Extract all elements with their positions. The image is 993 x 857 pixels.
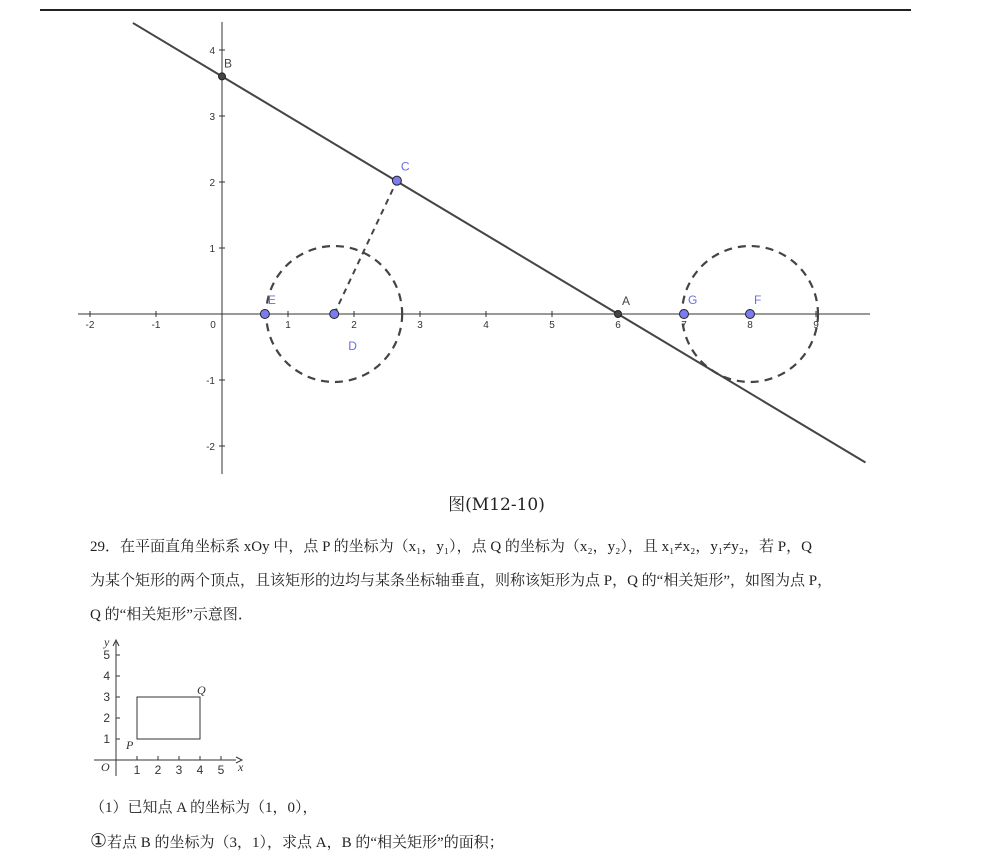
graph-shapes — [133, 23, 866, 463]
small-point-q-label: Q — [197, 683, 206, 697]
x-tick-label: -2 — [85, 320, 95, 331]
x-tick-label: 4 — [483, 320, 489, 331]
small-origin-label: O — [101, 760, 110, 774]
x-tick-label: 7 — [681, 320, 687, 331]
small-x-tick-label: 1 — [133, 763, 141, 777]
small-y-tick-label: 4 — [103, 669, 110, 683]
x-tick-label: 5 — [549, 320, 555, 331]
related-rectangle-diagram — [90, 632, 250, 780]
point-e — [260, 310, 269, 319]
y-tick-label: -2 — [206, 442, 215, 453]
small-x-tick-label: 2 — [154, 763, 162, 777]
point-label-e: E — [267, 293, 276, 307]
small-y-tick-label: 1 — [103, 732, 110, 746]
y-tick-label: 3 — [209, 112, 215, 123]
question-1-part-1-text: 若点 B 的坐标为（3，1），求点 A，B 的“相关矩形”的面积； — [107, 835, 504, 851]
point-b — [219, 73, 226, 80]
question-1: （1）已知点 A 的坐标为（1，0）， — [90, 800, 318, 816]
x-tick-label: 8 — [747, 320, 753, 331]
point-label-f: F — [754, 293, 762, 307]
problem-line-3: Q 的“相关矩形”示意图． — [90, 607, 253, 623]
x-tick-label: 9 — [813, 320, 819, 331]
small-y-tick-label: 5 — [103, 648, 110, 662]
figure-caption: 图(M12-10) — [448, 495, 545, 515]
point-f — [746, 310, 755, 319]
x-tick-label: 1 — [285, 320, 291, 331]
point-label-c: C — [400, 159, 410, 174]
point-label-b: B — [224, 56, 233, 71]
line-ab — [133, 23, 866, 463]
point-label-a: A — [622, 294, 631, 308]
point-g — [680, 310, 689, 319]
x-tick-label: 2 — [351, 320, 357, 331]
graph-axes — [78, 22, 870, 474]
small-y-tick-label: 3 — [103, 690, 110, 704]
point-a — [615, 311, 622, 318]
small-x-tick-label: 4 — [196, 763, 204, 777]
small-x-tick-label: 3 — [175, 763, 183, 777]
y-tick-label: 4 — [209, 46, 215, 57]
graph-points — [219, 56, 762, 353]
problem-line-2: 为某个矩形的两个顶点，且该矩形的边均与某条坐标轴垂直，则称该矩形为点 P，Q 的“相关矩形”，如图为点 P， — [90, 573, 833, 589]
x-tick-label: 3 — [417, 320, 423, 331]
y-tick-label: 2 — [209, 178, 215, 189]
question-1-part-1 — [90, 830, 504, 855]
small-y-label: y — [104, 635, 110, 649]
y-tick-label: 1 — [209, 244, 215, 255]
related-rectangle — [137, 697, 200, 739]
small-x-tick-label: 5 — [217, 763, 225, 777]
point-c — [392, 176, 401, 185]
graph-ticks — [86, 46, 820, 453]
small-x-label: x — [238, 760, 244, 774]
x-tick-label: 6 — [615, 320, 621, 331]
y-tick-label: -1 — [206, 376, 215, 387]
x-tick-label: -1 — [151, 320, 161, 331]
point-label-g: G — [688, 293, 698, 307]
point-d — [330, 310, 339, 319]
x-tick-label: 0 — [210, 320, 216, 331]
small-point-p-label: P — [126, 738, 134, 752]
small-y-tick-label: 2 — [103, 711, 110, 725]
circled-number-1: ① — [90, 831, 108, 852]
point-label-d: D — [348, 339, 357, 353]
problem-line-1: 29．在平面直角坐标系 xOy 中，点 P 的坐标为（x₁，y₁），点 Q 的坐标为（x₂，y₂），且 x₁≠x₂，y₁≠y₂，若 P，Q — [90, 539, 812, 555]
